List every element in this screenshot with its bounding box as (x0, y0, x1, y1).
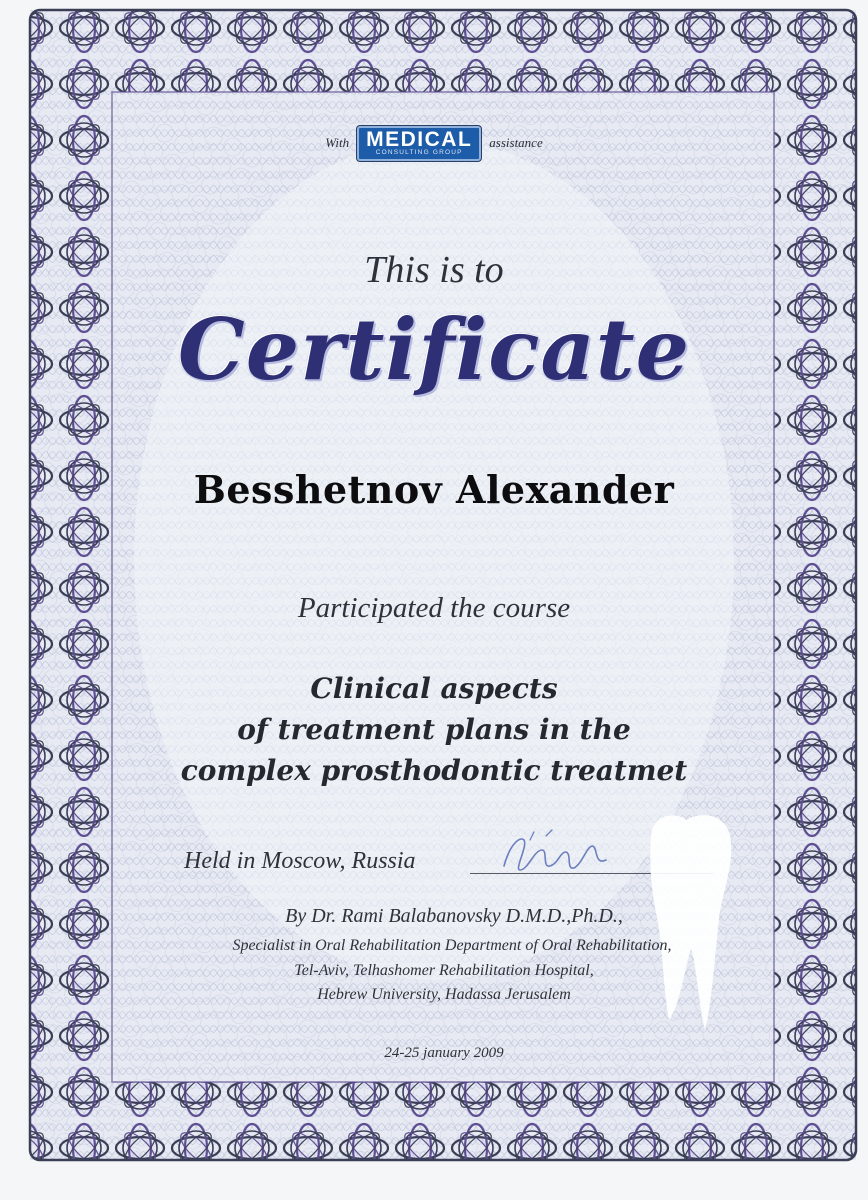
certificate-title: Certificate (177, 300, 691, 399)
specialist-line: Specialist in Oral Rehabilitation Department of Oral Rehabilitation, (232, 937, 672, 954)
specialist-line: Hebrew University, Hadassa Jerusalem (317, 986, 571, 1003)
assistance-prefix: With (325, 135, 350, 151)
course-title-line: Clinical aspects (310, 672, 558, 705)
medical-logo (357, 126, 481, 161)
logo-sub-text: CONSULTING GROUP (375, 149, 463, 156)
specialist-line: Tel-Aviv, Telhashomer Rehabilitation Hospital, (294, 962, 594, 979)
instructor-line: By Dr. Rami Balabanovsky D.M.D.,Ph.D., (285, 905, 623, 927)
assistance-line (0, 126, 868, 161)
held-location: Held in Moscow, Russia (184, 848, 416, 874)
signature-mark (490, 826, 620, 882)
intro-text: This is to (364, 249, 504, 291)
logo-main-text: MEDICAL (366, 128, 473, 151)
participated-text: Participated the course (297, 592, 571, 624)
recipient-name: Besshetnov Alexander (193, 467, 675, 512)
assistance-suffix: assistance (489, 135, 543, 151)
course-title-line: complex prosthodontic treatmet (180, 754, 688, 787)
course-date: 24-25 january 2009 (384, 1045, 504, 1061)
course-title-line: of treatment plans in the (237, 713, 631, 746)
